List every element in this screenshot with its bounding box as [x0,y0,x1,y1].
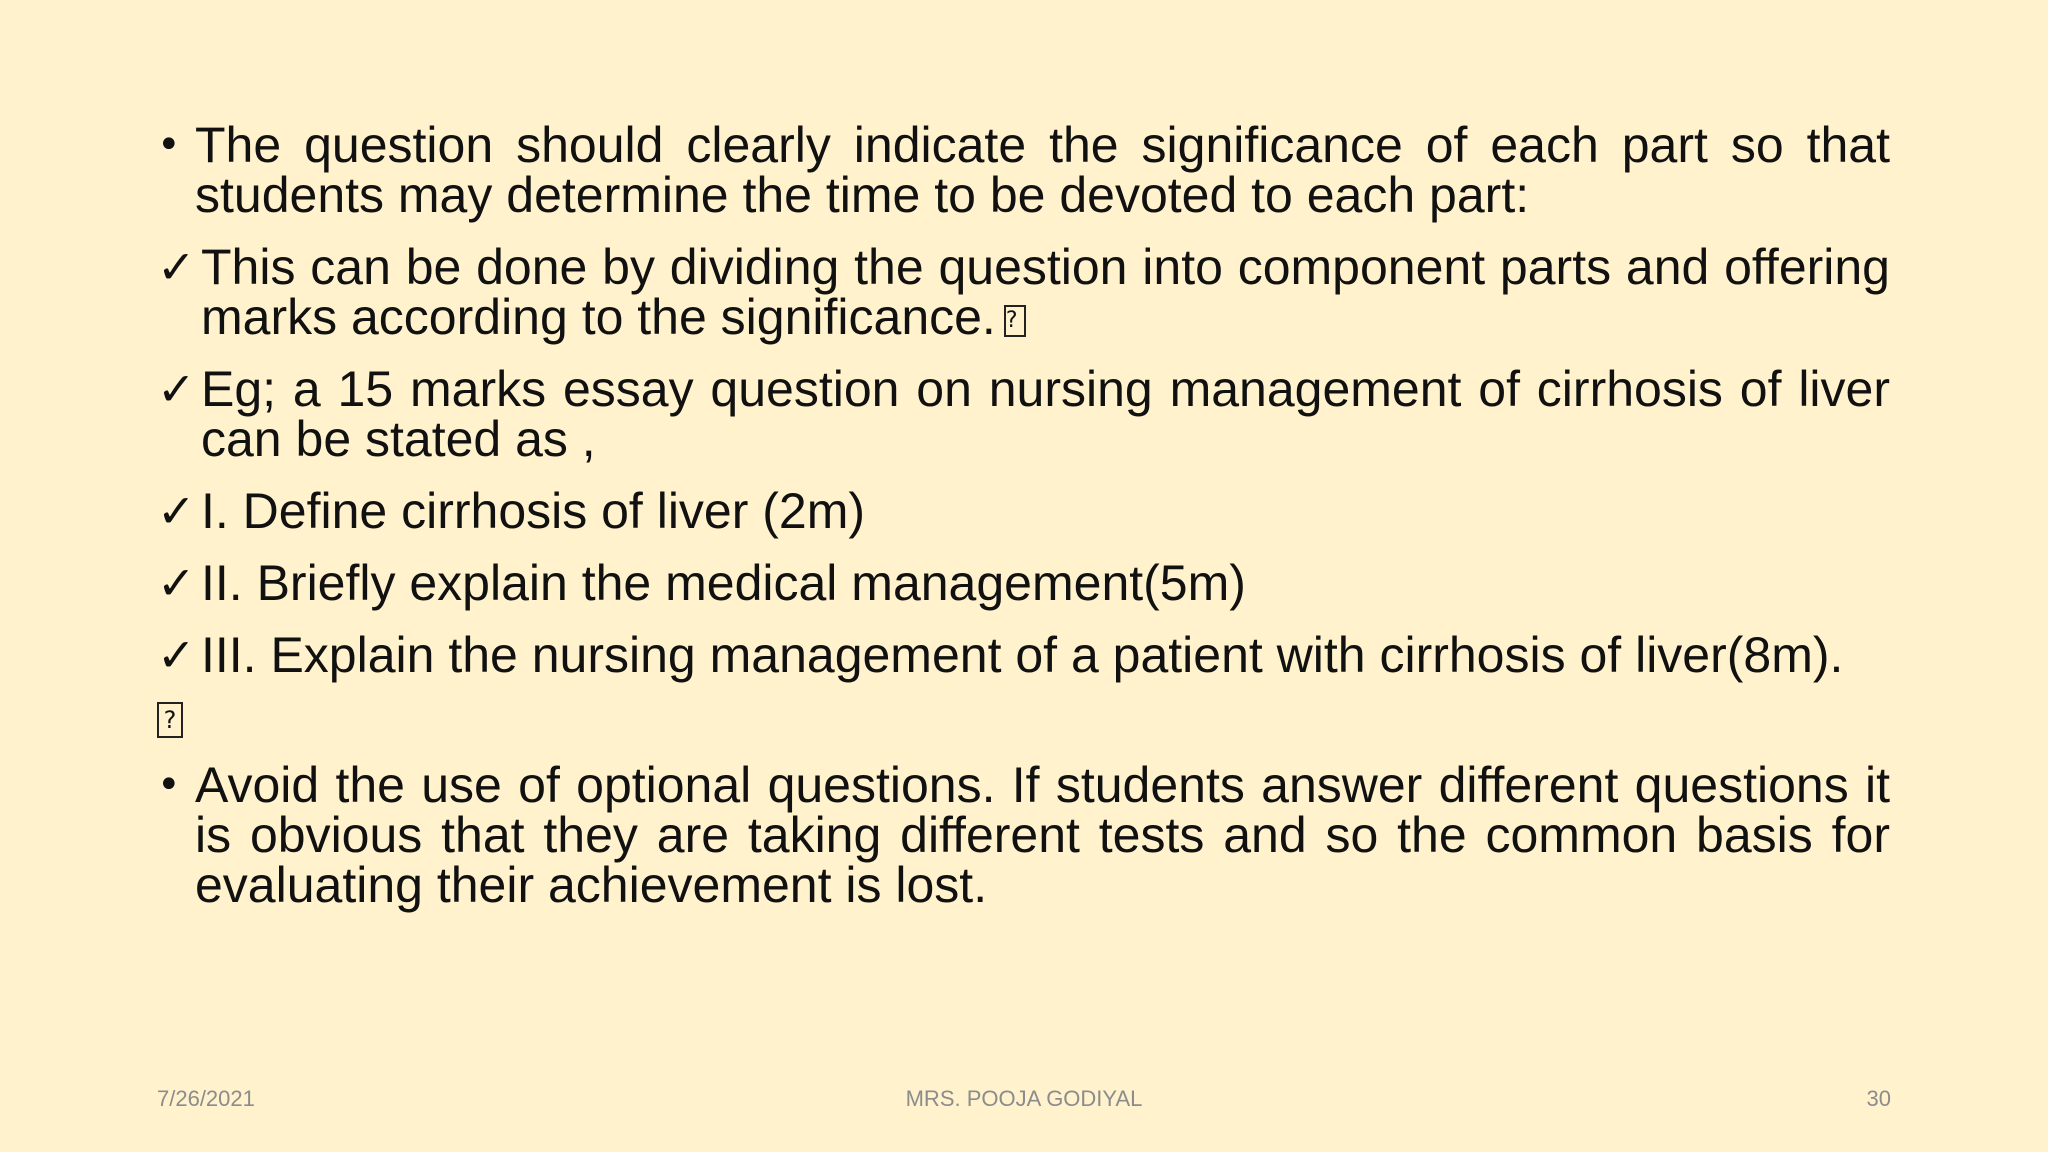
bullet-item-optional [157,757,1890,913]
bullet-text: The question should clearly indicate the significance of each part so that students may determine the time to be devoted to each part: [195,117,1890,223]
check-text: I. Define cirrhosis of liver (2m) [201,483,866,539]
bullet-text: Avoid the use of optional questions. If students answer different questions it is obvious that they are taking different tests and so the common basis for evaluating their achievement is lost. [195,757,1890,913]
footer-page-number: 30 [1866,1086,1891,1111]
checkmark-icon: ✓ [157,556,196,610]
missing-glyph-icon [1004,305,1026,337]
check-text: III. Explain the nursing management of a patient with cirrhosis of liver(8m). [201,627,1844,683]
check-item-define [157,483,1890,539]
bullet-item-significance [157,117,1890,223]
checkmark-icon: ✓ [157,240,196,294]
checkmark-icon: ✓ [157,484,196,538]
slide-content [157,117,1890,913]
check-item-dividing [157,239,1890,345]
checkmark-icon: ✓ [157,362,196,416]
check-text-body: This can be done by dividing the question into component parts and offering marks according to the significance. [201,239,1890,345]
check-text: II. Briefly explain the medical management(5m) [201,555,1246,611]
check-item-example [157,361,1890,467]
check-item-nursing [157,627,1890,683]
bullet-marker: • [157,762,181,808]
checkmark-icon: ✓ [157,628,196,682]
missing-glyph-icon [157,702,183,738]
footer-date: 7/26/2021 [157,1086,255,1111]
check-text [201,239,1890,345]
check-text: Eg; a 15 marks essay question on nursing management of cirrhosis of liver can be stated as , [201,361,1890,467]
footer-author: MRS. POOJA GODIYAL [905,1086,1143,1111]
bullet-marker: • [157,122,181,168]
check-item-medical [157,555,1890,611]
missing-glyph-line [157,702,1890,738]
